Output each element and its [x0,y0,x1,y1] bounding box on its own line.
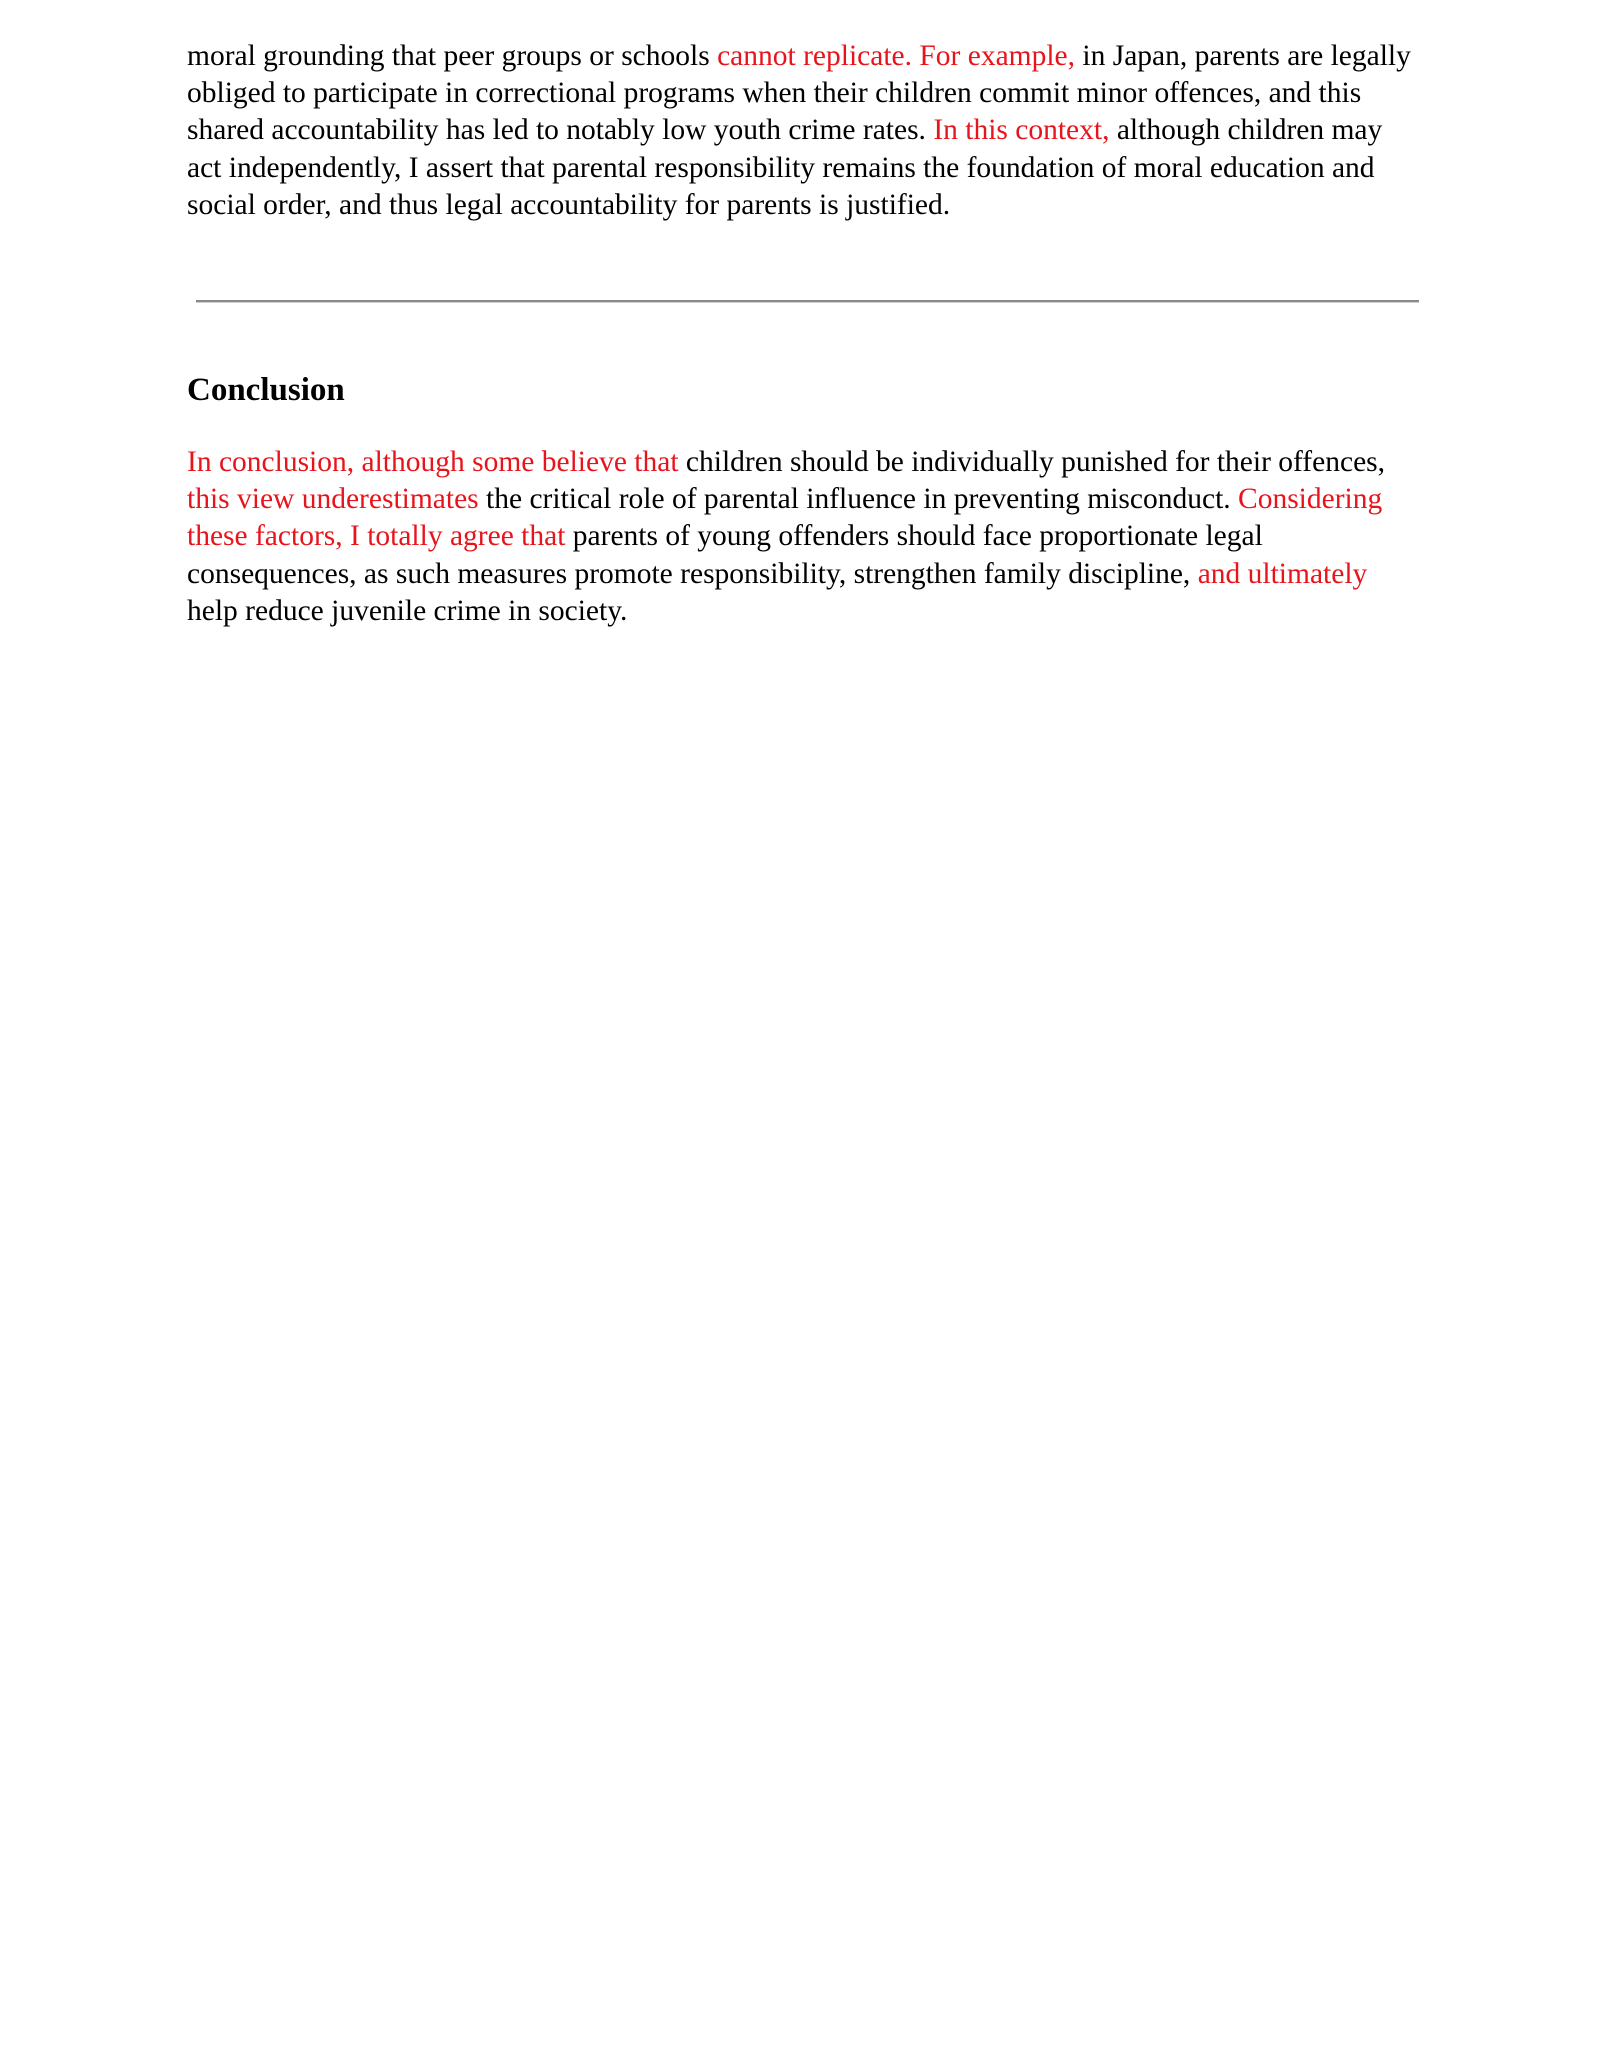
section-heading: Conclusion [187,372,345,408]
text-segment: in Japan, parents are legally obliged to participate in correctional programs when their children commit minor offences, and this shared accountability has led to notably low youth crime rates. [187,40,1411,147]
highlighted-phrase: In this context, [933,114,1110,147]
text-segment: although children may act independently, I assert that parental responsibility remains the foundation of moral education and social order, and thus legal accountability for parents is justified. [187,114,1383,221]
text-segment: moral grounding that peer groups or schools [187,40,718,72]
conclusion-section [187,444,1422,630]
highlighted-phrase: Considering these factors, I totally agree that [187,483,1383,553]
highlighted-phrase: and ultimately [1197,557,1368,590]
highlighted-phrase: this view underestimates [187,483,479,516]
highlighted-phrase: In conclusion, although some believe that [187,446,679,478]
text-segment: the critical role of parental influence in preventing misconduct. [478,483,1239,516]
text-segment: parents of young offenders should face proportionate legal consequences, as such measures promote responsibility, strengthen family discipline, [187,520,1263,590]
text-segment: help reduce juvenile crime in society. [187,594,628,627]
horizontal-rule [196,300,1419,303]
document-page [187,38,1422,224]
highlighted-phrase: cannot replicate. For example, [717,40,1076,72]
body-paragraph [187,38,1422,224]
text-segment: children should be individually punished for their offences, [678,446,1386,478]
conclusion-paragraph [187,444,1422,630]
